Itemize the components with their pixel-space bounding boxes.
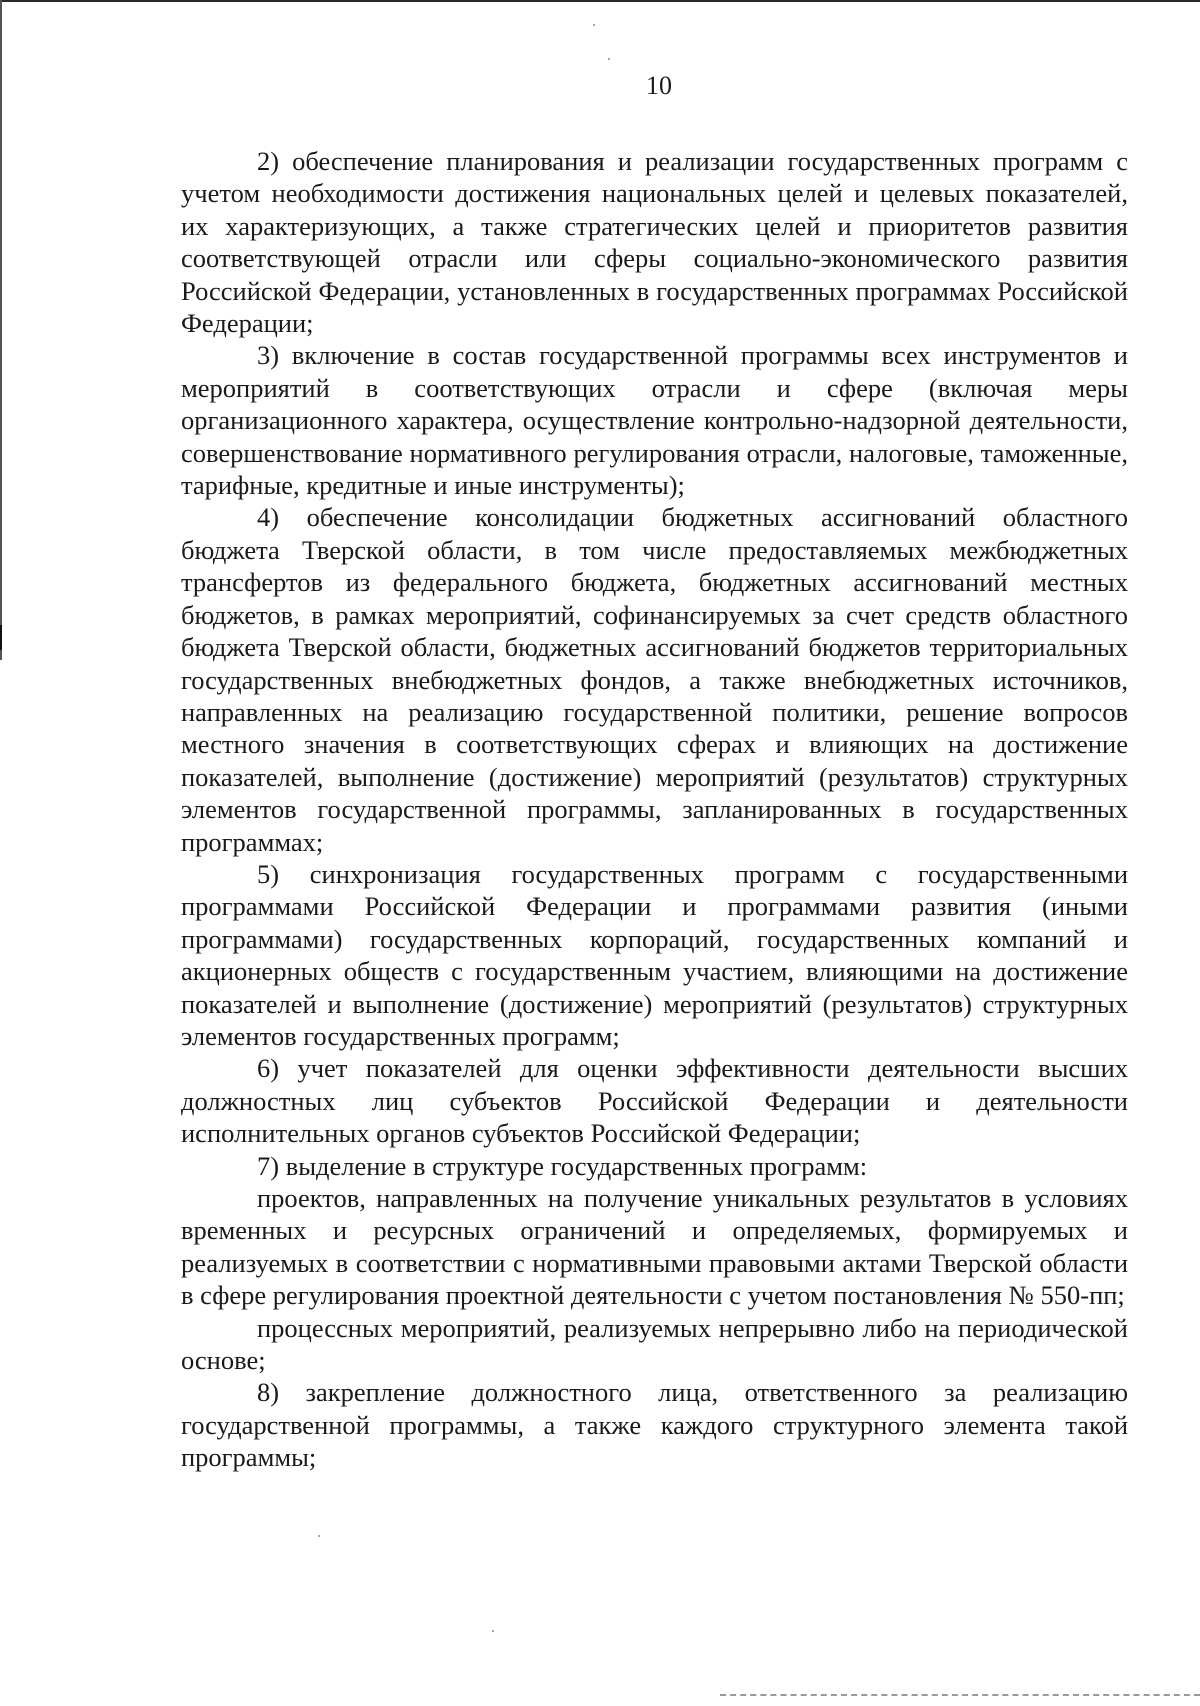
scan-speck xyxy=(608,58,610,60)
paragraph-item-8: 8) закрепление должностного лица, ответственного за реализацию государственной программы, а также каждого структурного элемента такой программы; xyxy=(181,1377,1128,1473)
scan-top-edge xyxy=(0,0,1200,2)
paragraph-item-7-projects: проектов, направленных на получение уникальных результатов в условиях временных и ресурсных ограничений и определяемых, формируемых и реализуемых в соответствии с нормативными правовыми актами Тверской области в сфере регулирования проектной деятельности с учетом постановления № 550-пп; xyxy=(181,1183,1128,1311)
paragraph-item-7-processes: процессных мероприятий, реализуемых непрерывно либо на периодической основе; xyxy=(181,1312,1128,1376)
scan-speck xyxy=(492,1630,494,1632)
scan-speck xyxy=(318,1535,320,1537)
paragraph-item-2: 2) обеспечение планирования и реализации государственных программ с учетом необходимости достижения национальных целей и целевых показателей, их характеризующих, а также стратегических целей и приоритетов развития соответствующей отрасли или сферы социально-экономического развития Российской Федерации, установленных в государственных программах Российской Федерации; xyxy=(181,146,1128,339)
paragraph-item-7: 7) выделение в структуре государственных программ: xyxy=(257,1150,868,1181)
paragraph-item-6: 6) учет показателей для оценки эффективности деятельности высших должностных лиц субъектов Российской Федерации и деятельности исполнительных органов субъектов Российской Федерации; xyxy=(181,1053,1128,1149)
scan-left-mark xyxy=(0,625,2,650)
document-body xyxy=(181,145,1128,1474)
paragraph-item-4: 4) обеспечение консолидации бюджетных ассигнований областного бюджета Тверской области, в том числе предоставляемых межбюджетных трансфертов из федерального бюджета, бюджетных ассигнований местных бюджетов, в рамках мероприятий, софинансируемых за счет средств областного бюджета Тверской области, бюджетных ассигнований бюджетов территориальных государственных внебюджетных фондов, а также внебюджетных источников, направленных на реализацию государственной политики, решение вопросов местного значения в соответствующих сферах и влияющих на достижение показателей, выполнение (достижение) мероприятий (результатов) структурных элементов государственной программы, запланированных в государственных программах; xyxy=(181,502,1128,857)
paragraph-item-5: 5) синхронизация государственных программ с государственными программами Российской Федерации и программами развития (иными программами) государственных корпораций, государственных компаний и акционерных обществ с государственным участием, влияющими на достижение показателей и выполнение (достижение) мероприятий (результатов) структурных элементов государственных программ; xyxy=(181,858,1128,1051)
page-number: 10 xyxy=(646,71,672,100)
paragraph-item-3: 3) включение в состав государственной программы всех инструментов и мероприятий в соответствующих отрасли и сфере (включая меры организационного характера, осуществление контрольно-надзорной деятельности, совершенствование нормативного регулирования отрасли, налоговые, таможенные, тарифные, кредитные и иные инструменты); xyxy=(181,340,1128,501)
scan-bottom-marks xyxy=(720,1694,1200,1700)
scan-speck xyxy=(593,24,595,26)
